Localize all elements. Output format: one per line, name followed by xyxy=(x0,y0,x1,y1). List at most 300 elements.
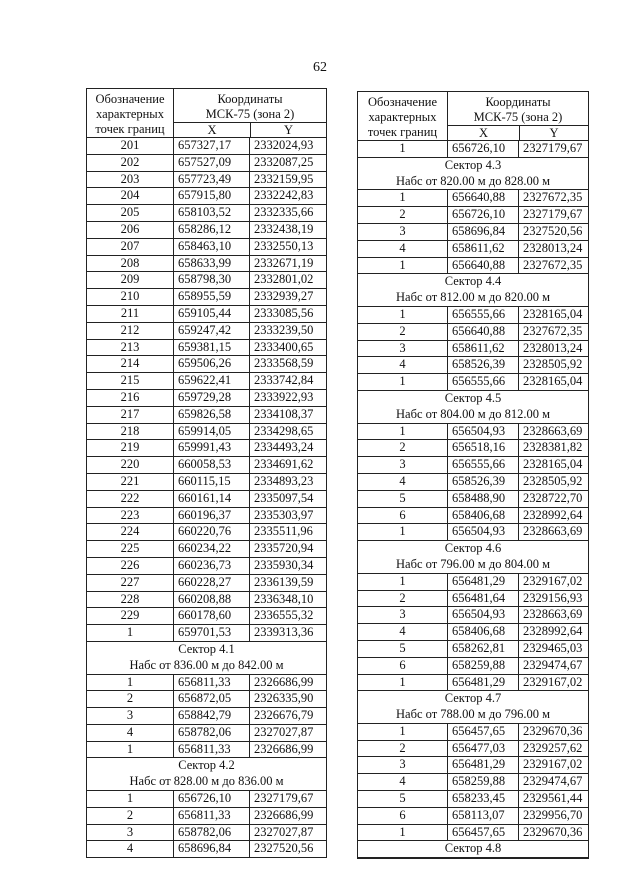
table-row xyxy=(87,373,326,390)
x-coordinate: 659622,41 xyxy=(174,373,250,389)
y-coordinate: 2326686,99 xyxy=(254,674,314,689)
y-coordinate: 2335720,94 xyxy=(254,541,314,556)
sector-title: Сектор 4.2 xyxy=(178,758,235,773)
table-row xyxy=(358,825,588,842)
table-row xyxy=(358,190,588,207)
y-coordinate: 2335511,96 xyxy=(254,524,313,539)
y-coordinate: 2328992,64 xyxy=(523,624,583,639)
point-id: 3 xyxy=(358,757,448,773)
header-line: точек границ xyxy=(367,125,438,139)
table-row xyxy=(87,675,326,692)
x-coordinate: 658842,79 xyxy=(174,708,250,724)
table-row xyxy=(87,407,326,424)
table-row xyxy=(87,524,326,541)
x-coordinate: 658488,90 xyxy=(448,491,519,507)
x-coordinate: 658259,88 xyxy=(448,774,519,790)
xy-header xyxy=(174,123,326,137)
table-row xyxy=(87,608,326,625)
point-id: 205 xyxy=(87,205,174,221)
y-coordinate: 2328165,04 xyxy=(523,306,583,321)
y-coordinate: 2328663,69 xyxy=(523,524,583,539)
point-id: 227 xyxy=(87,575,174,591)
x-coordinate: 656726,10 xyxy=(448,207,519,223)
y-coordinate: 2332438,19 xyxy=(254,221,314,236)
x-coordinate: 660220,76 xyxy=(174,524,250,540)
point-id: 217 xyxy=(87,407,174,423)
table-row xyxy=(358,357,588,374)
point-id: 2 xyxy=(87,808,174,824)
table-row xyxy=(87,289,326,306)
x-coordinate: 656457,65 xyxy=(448,825,519,841)
table-row xyxy=(87,256,326,273)
y-coordinate: 2329670,36 xyxy=(523,824,583,839)
table-row xyxy=(358,307,588,324)
x-coordinate: 658286,12 xyxy=(174,222,250,238)
y-coordinate: 2332024,93 xyxy=(254,138,314,152)
sector-title: Сектор 4.7 xyxy=(444,691,502,706)
point-id: 3 xyxy=(358,341,448,357)
table-row xyxy=(358,774,588,791)
point-id: 228 xyxy=(87,592,174,608)
sector-range: Набс от 796.00 м до 804.00 м xyxy=(396,556,550,571)
x-coordinate: 658526,39 xyxy=(448,357,519,373)
x-coordinate: 656640,88 xyxy=(448,324,519,340)
y-coordinate: 2328381,82 xyxy=(523,440,583,455)
y-coordinate: 2328722,70 xyxy=(523,490,583,505)
x-coordinate: 658113,07 xyxy=(448,808,519,824)
x-coordinate: 656555,66 xyxy=(448,307,519,323)
sector-heading xyxy=(87,758,326,791)
y-coordinate: 2327027,87 xyxy=(254,724,314,739)
y-coordinate: 2328013,24 xyxy=(523,240,583,255)
y-coordinate: 2326686,99 xyxy=(254,741,314,756)
point-id: 229 xyxy=(87,608,174,624)
point-id: 204 xyxy=(87,188,174,204)
y-coordinate: 2327520,56 xyxy=(523,223,583,238)
table-row xyxy=(358,624,588,641)
y-coordinate: 2334108,37 xyxy=(254,406,314,421)
x-coordinate: 656555,66 xyxy=(448,374,519,390)
point-id: 1 xyxy=(358,724,448,740)
x-coordinate: 660234,22 xyxy=(174,541,250,557)
point-id: 214 xyxy=(87,356,174,372)
table-row xyxy=(358,508,588,525)
header-line: точек границ xyxy=(95,122,165,136)
x-coordinate: 659729,28 xyxy=(174,390,250,406)
y-coordinate: 2335097,54 xyxy=(254,490,314,505)
x-coordinate: 658526,39 xyxy=(448,474,519,490)
point-id: 1 xyxy=(358,524,448,540)
sector-title: Сектор 4.5 xyxy=(444,390,502,405)
header-line: МСК-75 (зона 2) xyxy=(473,110,563,124)
table-row xyxy=(87,541,326,558)
x-coordinate: 658782,06 xyxy=(174,725,250,741)
x-header: X xyxy=(174,123,251,137)
table-row xyxy=(87,592,326,609)
page-number: 62 xyxy=(313,60,327,75)
y-coordinate: 2332087,25 xyxy=(254,154,314,169)
table-row xyxy=(87,725,326,742)
x-coordinate: 658696,84 xyxy=(448,224,519,240)
table-row xyxy=(87,323,326,340)
x-coordinate: 658696,84 xyxy=(174,841,250,857)
x-coordinate: 658955,59 xyxy=(174,289,250,305)
x-coordinate: 658406,68 xyxy=(448,508,519,524)
point-id: 2 xyxy=(358,207,448,223)
point-id: 2 xyxy=(358,324,448,340)
y-coordinate: 2332671,19 xyxy=(254,255,314,270)
table-row xyxy=(87,205,326,222)
table-row xyxy=(87,356,326,373)
point-id: 1 xyxy=(358,574,448,590)
sector-heading xyxy=(358,691,588,724)
point-id: 1 xyxy=(358,675,448,691)
point-id: 1 xyxy=(87,742,174,758)
point-id: 6 xyxy=(358,658,448,674)
table-row xyxy=(87,440,326,457)
table-row xyxy=(87,558,326,575)
y-coordinate: 2332801,02 xyxy=(254,272,314,287)
table-row xyxy=(87,457,326,474)
point-id: 207 xyxy=(87,239,174,255)
point-id: 4 xyxy=(87,725,174,741)
y-header: Y xyxy=(549,126,559,140)
y-coordinate: 2326686,99 xyxy=(254,807,314,822)
x-coordinate: 656872,05 xyxy=(174,691,250,707)
x-coordinate: 658611,62 xyxy=(448,341,519,357)
coordinates-table-right xyxy=(357,91,589,859)
point-id: 220 xyxy=(87,457,174,473)
table-row xyxy=(358,324,588,341)
point-id: 1 xyxy=(358,424,448,440)
point-id: 3 xyxy=(87,708,174,724)
x-coordinate: 656481,29 xyxy=(448,675,519,691)
sector-range: Набс от 828.00 м до 836.00 м xyxy=(129,774,284,789)
point-id: 4 xyxy=(358,774,448,790)
table-row xyxy=(87,808,326,825)
coordinates-header xyxy=(448,92,588,140)
x-coordinate: 656477,03 xyxy=(448,741,519,757)
point-id: 2 xyxy=(358,440,448,456)
point-id: 206 xyxy=(87,222,174,238)
sector-title: Сектор 4.8 xyxy=(444,841,502,856)
table-header xyxy=(358,92,588,141)
y-coordinate: 2335930,34 xyxy=(254,557,314,572)
x-coordinate: 660236,73 xyxy=(174,558,250,574)
table-row xyxy=(358,724,588,741)
y-coordinate: 2327520,56 xyxy=(254,841,314,856)
sector-heading xyxy=(358,841,588,858)
point-id: 219 xyxy=(87,440,174,456)
x-coordinate: 656504,93 xyxy=(448,524,519,540)
x-coordinate: 660178,60 xyxy=(174,608,250,624)
y-coordinate: 2333922,93 xyxy=(254,389,314,404)
coordinates-header xyxy=(174,89,326,137)
header-line: Обозначение xyxy=(95,92,165,106)
table-row xyxy=(358,607,588,624)
table-row xyxy=(358,658,588,675)
sector-heading xyxy=(358,158,588,191)
sector-range: Набс от 788.00 м до 796.00 м xyxy=(396,707,550,722)
y-coordinate: 2332335,66 xyxy=(254,205,314,220)
y-coordinate: 2327179,67 xyxy=(254,791,314,806)
y-coordinate: 2327672,35 xyxy=(523,190,583,205)
table-row xyxy=(87,825,326,842)
x-coordinate: 660161,14 xyxy=(174,491,250,507)
point-id: 1 xyxy=(358,190,448,206)
table-row xyxy=(87,742,326,759)
sector-heading xyxy=(358,274,588,307)
table-row xyxy=(358,808,588,825)
x-coordinate: 658782,06 xyxy=(174,825,250,841)
x-coordinate: 657915,80 xyxy=(174,188,250,204)
point-id: 2 xyxy=(358,741,448,757)
table-row xyxy=(358,675,588,692)
y-coordinate: 2328013,24 xyxy=(523,340,583,355)
y-coordinate: 2328505,92 xyxy=(523,357,583,372)
table-row xyxy=(358,741,588,758)
table-row xyxy=(87,390,326,407)
x-coordinate: 656504,93 xyxy=(448,607,519,623)
x-coordinate: 659247,42 xyxy=(174,323,250,339)
x-coordinate: 659991,43 xyxy=(174,440,250,456)
table-row xyxy=(87,306,326,323)
point-id: 203 xyxy=(87,172,174,188)
y-coordinate: 2328992,64 xyxy=(523,507,583,522)
table-header xyxy=(87,89,326,138)
point-id: 201 xyxy=(87,138,174,154)
point-id: 5 xyxy=(358,491,448,507)
table-row xyxy=(358,141,588,158)
point-id: 226 xyxy=(87,558,174,574)
point-designation-header xyxy=(87,89,174,137)
y-coordinate: 2332159,95 xyxy=(254,171,314,186)
x-coordinate: 660228,27 xyxy=(174,575,250,591)
x-coordinate: 660115,15 xyxy=(174,474,250,490)
y-coordinate: 2327179,67 xyxy=(523,207,583,222)
y-coordinate: 2329956,70 xyxy=(523,807,583,822)
table-row xyxy=(358,491,588,508)
x-coordinate: 658103,52 xyxy=(174,205,250,221)
header-line: Координаты xyxy=(485,95,551,109)
y-coordinate: 2335303,97 xyxy=(254,507,314,522)
coordinates-title xyxy=(448,92,588,126)
point-id: 4 xyxy=(358,624,448,640)
sector-title: Сектор 4.4 xyxy=(444,274,502,289)
x-coordinate: 657527,09 xyxy=(174,155,250,171)
point-id: 3 xyxy=(87,825,174,841)
point-id: 202 xyxy=(87,155,174,171)
x-coordinate: 656518,16 xyxy=(448,440,519,456)
header-line: Координаты xyxy=(217,92,283,106)
y-header: Y xyxy=(283,123,294,137)
point-id: 223 xyxy=(87,508,174,524)
table-row xyxy=(87,491,326,508)
point-id: 1 xyxy=(358,374,448,390)
point-id: 5 xyxy=(358,791,448,807)
sector-heading xyxy=(358,391,588,424)
point-id: 6 xyxy=(358,508,448,524)
x-coordinate: 656640,88 xyxy=(448,258,519,274)
point-id: 1 xyxy=(358,307,448,323)
x-coordinate: 657723,49 xyxy=(174,172,250,188)
x-coordinate: 656811,33 xyxy=(174,808,250,824)
y-coordinate: 2327027,87 xyxy=(254,824,314,839)
point-id: 1 xyxy=(358,141,448,157)
table-row xyxy=(87,691,326,708)
table-row xyxy=(358,374,588,391)
x-coordinate: 660196,37 xyxy=(174,508,250,524)
y-coordinate: 2329156,93 xyxy=(523,590,583,605)
x-header: X xyxy=(448,126,520,140)
sector-range: Набс от 812.00 м до 820.00 м xyxy=(396,290,550,305)
point-id: 5 xyxy=(358,641,448,657)
x-coordinate: 656504,93 xyxy=(448,424,519,440)
x-coordinate: 658259,88 xyxy=(448,658,519,674)
y-coordinate: 2328505,92 xyxy=(523,473,583,488)
y-coordinate: 2336555,32 xyxy=(254,608,314,623)
x-coordinate: 656457,65 xyxy=(448,724,519,740)
y-coordinate: 2329474,67 xyxy=(523,774,583,789)
table-row xyxy=(358,641,588,658)
table-row xyxy=(87,841,326,857)
x-coordinate: 660058,53 xyxy=(174,457,250,473)
table-row xyxy=(358,207,588,224)
point-id: 4 xyxy=(87,841,174,857)
coordinates-title xyxy=(174,89,326,123)
x-coordinate: 656726,10 xyxy=(448,141,519,157)
header-line: Обозначение xyxy=(367,95,438,109)
point-id: 218 xyxy=(87,424,174,440)
y-coordinate: 2334691,62 xyxy=(254,457,314,472)
table-row xyxy=(358,574,588,591)
x-coordinate: 656481,29 xyxy=(448,574,519,590)
y-coordinate: 2327672,35 xyxy=(523,323,583,338)
point-id: 212 xyxy=(87,323,174,339)
point-id: 1 xyxy=(87,675,174,691)
x-coordinate: 656726,10 xyxy=(174,791,250,807)
point-id: 210 xyxy=(87,289,174,305)
table-row xyxy=(358,757,588,774)
point-id: 2 xyxy=(358,591,448,607)
x-coordinate: 658233,45 xyxy=(448,791,519,807)
header-line: характерных xyxy=(96,107,164,121)
x-coordinate: 659105,44 xyxy=(174,306,250,322)
table-row xyxy=(358,424,588,441)
table-row xyxy=(358,474,588,491)
point-id: 3 xyxy=(358,607,448,623)
point-id: 1 xyxy=(87,791,174,807)
y-coordinate: 2327672,35 xyxy=(523,257,583,272)
point-id: 4 xyxy=(358,474,448,490)
table-row xyxy=(358,241,588,258)
point-id: 2 xyxy=(87,691,174,707)
x-coordinate: 659506,26 xyxy=(174,356,250,372)
table-row xyxy=(87,222,326,239)
table-row xyxy=(87,239,326,256)
table-row xyxy=(87,791,326,808)
point-id: 225 xyxy=(87,541,174,557)
x-coordinate: 659701,53 xyxy=(174,625,250,641)
table-row xyxy=(87,708,326,725)
table-row xyxy=(87,272,326,289)
x-coordinate: 660208,88 xyxy=(174,592,250,608)
x-coordinate: 659914,05 xyxy=(174,424,250,440)
sector-heading xyxy=(87,642,326,675)
x-coordinate: 656555,66 xyxy=(448,457,519,473)
sector-title: Сектор 4.3 xyxy=(444,157,502,172)
x-coordinate: 656481,29 xyxy=(448,757,519,773)
y-coordinate: 2329670,36 xyxy=(523,723,583,738)
point-id: 211 xyxy=(87,306,174,322)
x-coordinate: 658611,62 xyxy=(448,241,519,257)
y-coordinate: 2326676,79 xyxy=(254,708,314,723)
table-row xyxy=(87,138,326,155)
table-row xyxy=(358,341,588,358)
table-row xyxy=(87,340,326,357)
sector-range: Набс от 820.00 м до 828.00 м xyxy=(396,173,550,188)
y-coordinate: 2328165,04 xyxy=(523,374,583,389)
point-id: 221 xyxy=(87,474,174,490)
point-id: 1 xyxy=(358,258,448,274)
xy-header xyxy=(448,126,588,140)
header-line: характерных xyxy=(368,110,437,124)
y-coordinate: 2336348,10 xyxy=(254,591,314,606)
point-id: 215 xyxy=(87,373,174,389)
y-coordinate: 2332242,83 xyxy=(254,188,314,203)
y-coordinate: 2333239,50 xyxy=(254,322,314,337)
table-row xyxy=(87,474,326,491)
y-coordinate: 2329167,02 xyxy=(523,573,583,588)
table-row xyxy=(358,258,588,275)
sector-title: Сектор 4.1 xyxy=(178,641,235,656)
point-id: 3 xyxy=(358,224,448,240)
y-coordinate: 2328165,04 xyxy=(523,457,583,472)
sector-title: Сектор 4.6 xyxy=(444,541,502,556)
header-line: МСК-75 (зона 2) xyxy=(205,107,295,121)
sector-range: Набс от 836.00 м до 842.00 м xyxy=(129,657,284,672)
x-coordinate: 656811,33 xyxy=(174,742,250,758)
y-coordinate: 2332939,27 xyxy=(254,289,314,304)
y-coordinate: 2329465,03 xyxy=(523,640,583,655)
y-coordinate: 2333085,56 xyxy=(254,305,314,320)
table-row xyxy=(358,440,588,457)
y-coordinate: 2339313,36 xyxy=(254,625,314,640)
y-coordinate: 2329257,62 xyxy=(523,740,583,755)
x-coordinate: 658633,99 xyxy=(174,256,250,272)
point-id: 4 xyxy=(358,241,448,257)
point-id: 4 xyxy=(358,357,448,373)
y-coordinate: 2326335,90 xyxy=(254,691,314,706)
table-row xyxy=(358,457,588,474)
point-id: 213 xyxy=(87,340,174,356)
table-row xyxy=(87,625,326,642)
x-coordinate: 657327,17 xyxy=(174,138,250,154)
table-row xyxy=(358,224,588,241)
table-row xyxy=(87,155,326,172)
point-id: 3 xyxy=(358,457,448,473)
point-id: 208 xyxy=(87,256,174,272)
x-coordinate: 656640,88 xyxy=(448,190,519,206)
sector-heading xyxy=(358,541,588,574)
x-coordinate: 656481,64 xyxy=(448,591,519,607)
y-coordinate: 2333742,84 xyxy=(254,373,314,388)
y-coordinate: 2327179,67 xyxy=(523,141,583,155)
y-coordinate: 2328663,69 xyxy=(523,607,583,622)
table-row xyxy=(87,575,326,592)
table-row xyxy=(358,791,588,808)
point-id: 6 xyxy=(358,808,448,824)
